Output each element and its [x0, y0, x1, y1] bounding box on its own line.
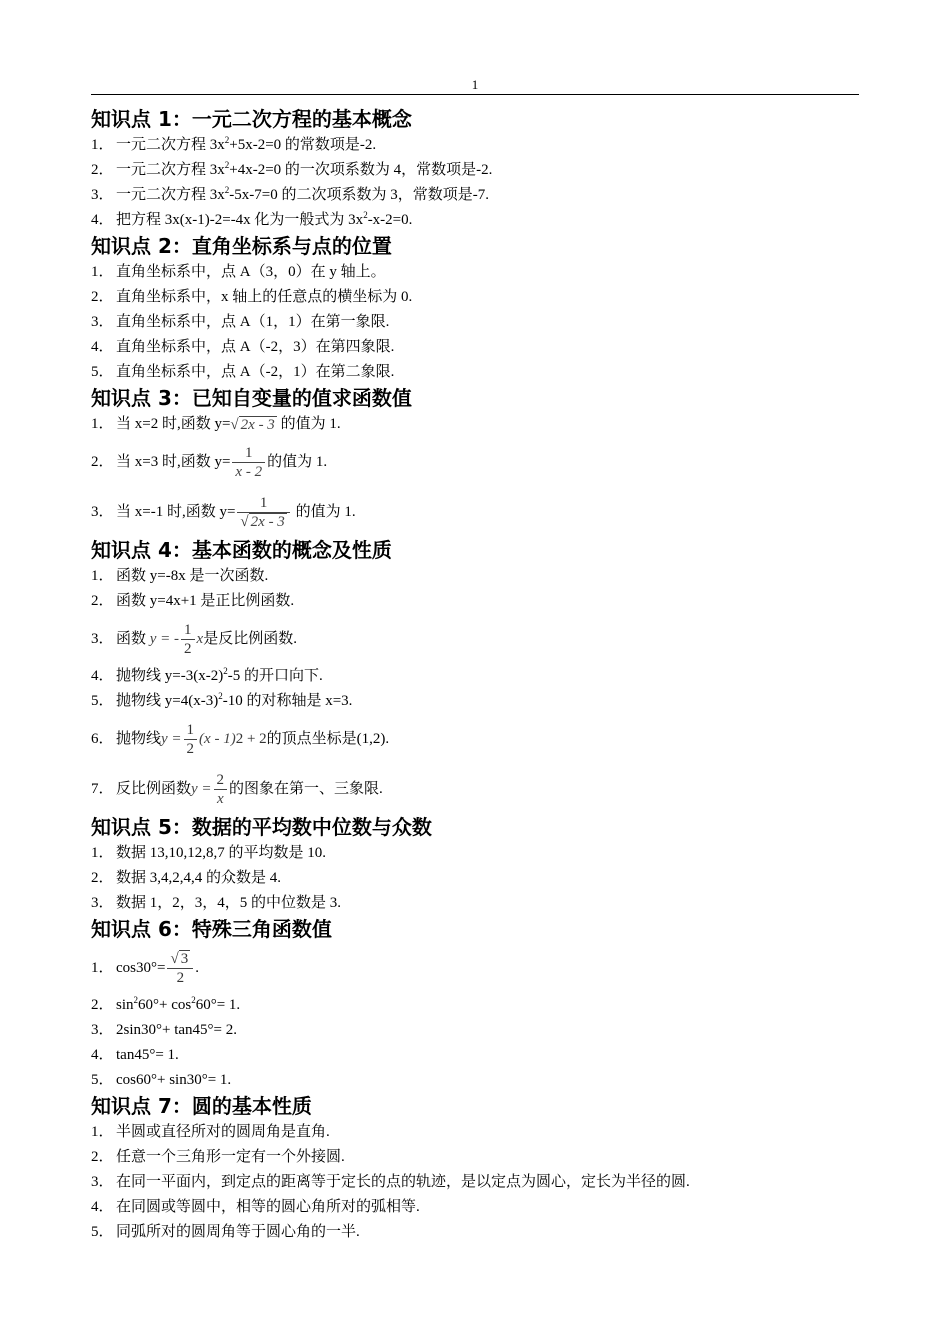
fraction: $\frac{1}{x - 2}$ — [232, 444, 265, 481]
list-item: 7． 反比例函数y = $\frac{2}{x}$ 的图象在第一、三象限. — [91, 772, 383, 808]
list-item: 6． 抛物线y = $\frac{1}{2}$ (x - 1)2 + 2的顶点坐标是(1,2). — [91, 722, 390, 758]
section-title-1: 知识点 1：一元二次方程的基本概念 — [91, 107, 412, 131]
fraction: $\frac{1}{2}$ — [181, 621, 195, 658]
section-title-7: 知识点 7：圆的基本性质 — [91, 1094, 312, 1118]
list-item: 3． 在同一平面内，到定点的距离等于定长的点的轨迹，是以定点为圆心，定长为半径的圆. — [91, 1174, 690, 1190]
list-item: 1． 一元二次方程 $3x^2+5x-2=0$ 的常数项是-2. — [91, 135, 377, 153]
list-item: 3． 当 x=-1 时,函数 y= 1 √ 2x - 3 的值为 1. — [91, 494, 356, 531]
section-title-3: 知识点 3：已知自变量的值求函数值 — [91, 386, 412, 410]
fraction: $\frac{1}{2}$ — [184, 721, 198, 758]
list-item: 2． 任意一个三角形一定有一个外接圆. — [91, 1149, 345, 1165]
list-item: 1． 函数 y=-8x 是一次函数. — [91, 568, 269, 584]
list-item: 1． 直角坐标系中，点 A（3，0）在 y 轴上。 — [91, 264, 386, 280]
list-item: 5． cos60°+ sin30°= 1. — [91, 1072, 232, 1088]
list-item: 1． 数据 13,10,12,8,7 的平均数是 10. — [91, 845, 327, 861]
list-item: 5． 抛物线 $y=4(x-3)^2-10$ 的对称轴是 x=3. — [91, 691, 353, 709]
list-item: 2． 一元二次方程 $3x^2+4x-2=0$ 的一次项系数为 4，常数项是-2. — [91, 160, 493, 178]
list-item: 3． 函数 y = - $\frac{1}{2}$ x是反比例函数. — [91, 622, 297, 658]
list-item: 3． 数据 1，2，3，4，5 的中位数是 3. — [91, 895, 342, 911]
document-body — [91, 106, 859, 1245]
list-item: 4． tan45°= 1. — [91, 1047, 179, 1063]
section-title-2: 知识点 2：直角坐标系与点的位置 — [91, 234, 392, 258]
sqrt-expression: √ 2x - 3 — [230, 416, 275, 433]
fraction: √ 3 2 — [167, 950, 193, 988]
list-item: 3． 2sin30°+ tan45°= 2. — [91, 1022, 237, 1038]
list-item: 2． $\sin^260^\circ+ \cos^260^\circ= 1$. — [91, 995, 241, 1013]
section-title-5: 知识点 5：数据的平均数中位数与众数 — [91, 815, 432, 839]
list-item: 2． 数据 3,4,2,4,4 的众数是 4. — [91, 870, 282, 886]
list-item: 1． 半圆或直径所对的圆周角是直角. — [91, 1124, 330, 1140]
list-item: 4． 在同圆或等圆中，相等的圆心角所对的弧相等. — [91, 1199, 420, 1215]
list-item: 4． 直角坐标系中，点 A（-2，3）在第四象限. — [91, 339, 395, 355]
section-title-6: 知识点 6：特殊三角函数值 — [91, 917, 332, 941]
header-rule — [91, 94, 859, 95]
page-number: 1 — [471, 77, 479, 92]
list-item: 3． 直角坐标系中，点 A（1，1）在第一象限. — [91, 314, 390, 330]
list-item: 5． 直角坐标系中，点 A（-2，1）在第二象限. — [91, 364, 395, 380]
list-item: 1． cos30°= √ 3 2 . — [91, 951, 199, 987]
list-item: 2． 函数 y=4x+1 是正比例函数. — [91, 593, 295, 609]
section-title-4: 知识点 4：基本函数的概念及性质 — [91, 538, 392, 562]
list-item: 1． 当 x=2 时,函数 y= √ 2x - 3 的值为 1. — [91, 416, 341, 433]
fraction: $\frac{2}{x}$ — [214, 771, 228, 808]
list-item: 2． 直角坐标系中，x 轴上的任意点的横坐标为 0. — [91, 289, 413, 305]
list-item: 3． 一元二次方程 $3x^2-5x-7=0$ 的二次项系数为 3，常数项是-7. — [91, 185, 489, 203]
fraction: 1 √ 2x - 3 — [237, 494, 289, 532]
list-item: 4． 抛物线 $y=-3(x-2)^2-5$ 的开口向下. — [91, 666, 323, 684]
list-item: 2． 当 x=3 时,函数 y= $\frac{1}{x - 2}$ 的值为 1. — [91, 445, 328, 481]
list-item: 5． 同弧所对的圆周角等于圆心角的一半. — [91, 1224, 360, 1240]
list-item: 4． 把方程 3x(x-1)-2=-4x 化为一般式为 $3x^2-x-2=0$. — [91, 210, 413, 228]
